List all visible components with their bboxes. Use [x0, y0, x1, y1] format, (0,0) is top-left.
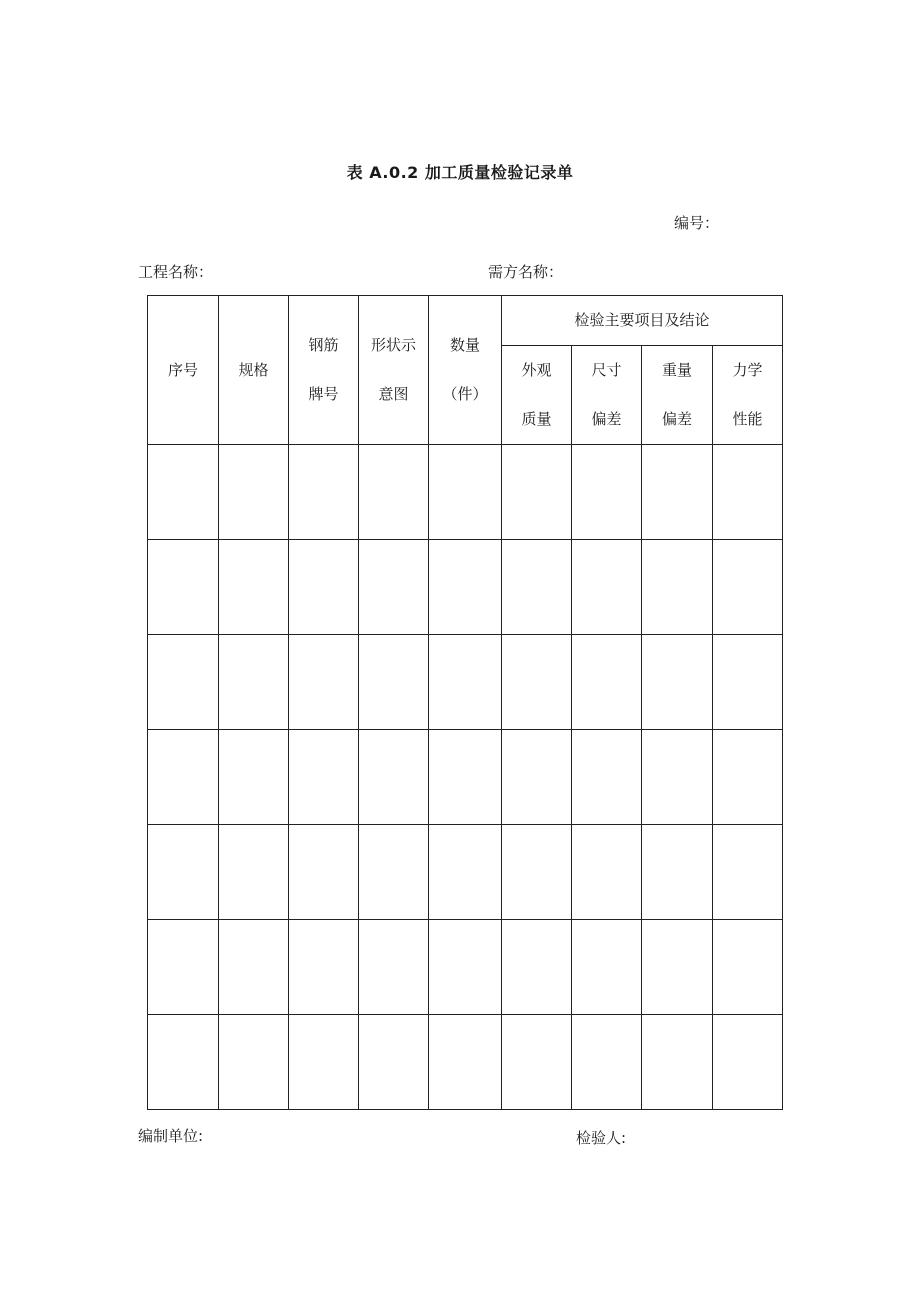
- table-cell[interactable]: [642, 825, 713, 920]
- table-cell[interactable]: [429, 445, 502, 540]
- table-cell[interactable]: [572, 825, 642, 920]
- table-cell[interactable]: [289, 920, 359, 1015]
- table-cell[interactable]: [642, 445, 713, 540]
- header-size-line2: 偏差: [591, 410, 622, 428]
- header-mechanical-properties: [713, 346, 783, 445]
- table-cell[interactable]: [289, 730, 359, 825]
- table-cell[interactable]: [148, 540, 219, 635]
- table-cell[interactable]: [219, 1015, 289, 1110]
- header-quantity: [429, 296, 502, 445]
- table-row: [148, 825, 783, 920]
- header-appearance-line2: 质量: [521, 410, 552, 428]
- table-cell[interactable]: [289, 1015, 359, 1110]
- table-cell[interactable]: [429, 920, 502, 1015]
- table-cell[interactable]: [429, 540, 502, 635]
- header-shape-line2: 意图: [378, 385, 409, 403]
- table-cell[interactable]: [502, 635, 572, 730]
- table-cell[interactable]: [502, 540, 572, 635]
- header-steel-grade-line1: 钢筋: [308, 336, 339, 354]
- table-cell[interactable]: [502, 730, 572, 825]
- table-cell[interactable]: [429, 635, 502, 730]
- table-cell[interactable]: [359, 920, 429, 1015]
- table-cell[interactable]: [429, 730, 502, 825]
- header-mech-line2: 性能: [732, 410, 763, 428]
- table-cell[interactable]: [219, 635, 289, 730]
- table-cell[interactable]: [148, 445, 219, 540]
- table-cell[interactable]: [502, 1015, 572, 1110]
- table-cell[interactable]: [359, 635, 429, 730]
- table-row: [148, 445, 783, 540]
- header-row-top: [148, 296, 783, 346]
- table-cell[interactable]: [148, 1015, 219, 1110]
- table-cell[interactable]: [572, 445, 642, 540]
- header-quantity-line2: （件）: [442, 385, 488, 403]
- table-cell[interactable]: [642, 635, 713, 730]
- table-cell[interactable]: [359, 825, 429, 920]
- table-row: [148, 920, 783, 1015]
- table-cell[interactable]: [642, 920, 713, 1015]
- page-title: 表 A.0.2 加工质量检验记录单: [346, 163, 574, 182]
- header-weight-deviation: [642, 346, 713, 445]
- table-cell[interactable]: [502, 445, 572, 540]
- table-row: [148, 730, 783, 825]
- table-cell[interactable]: [359, 1015, 429, 1110]
- table-row: [148, 1015, 783, 1110]
- table-cell[interactable]: [572, 540, 642, 635]
- header-seq: 序号: [148, 296, 219, 445]
- header-appearance-line1: 外观: [521, 361, 552, 379]
- header-appearance: [502, 346, 572, 445]
- table-cell[interactable]: [219, 825, 289, 920]
- serial-number-label: 编号：: [674, 214, 720, 232]
- table-cell[interactable]: [148, 635, 219, 730]
- table-cell[interactable]: [572, 635, 642, 730]
- table-cell[interactable]: [289, 445, 359, 540]
- table-cell[interactable]: [713, 1015, 783, 1110]
- table-cell[interactable]: [642, 1015, 713, 1110]
- header-steel-grade-line2: 牌号: [308, 385, 339, 403]
- compiler-unit-label: 编制单位:: [138, 1127, 204, 1145]
- table-cell[interactable]: [148, 920, 219, 1015]
- table-cell[interactable]: [713, 920, 783, 1015]
- header-inspection-group: 检验主要项目及结论: [502, 296, 783, 346]
- header-spec: 规格: [219, 296, 289, 445]
- table-cell[interactable]: [359, 730, 429, 825]
- table-cell[interactable]: [713, 540, 783, 635]
- table-cell[interactable]: [713, 445, 783, 540]
- header-shape-line1: 形状示: [370, 336, 416, 354]
- header-weight-line1: 重量: [661, 361, 692, 379]
- table-cell[interactable]: [289, 540, 359, 635]
- table-cell[interactable]: [219, 540, 289, 635]
- table-cell[interactable]: [642, 730, 713, 825]
- project-name-label: 工程名称：: [138, 263, 214, 281]
- table-cell[interactable]: [219, 445, 289, 540]
- header-size-deviation: [572, 346, 642, 445]
- demander-name-label: 需方名称：: [488, 263, 564, 281]
- table-cell[interactable]: [359, 540, 429, 635]
- table-cell[interactable]: [713, 635, 783, 730]
- header-steel-grade: [289, 296, 359, 445]
- table-cell[interactable]: [429, 1015, 502, 1110]
- table-cell[interactable]: [359, 445, 429, 540]
- table-cell[interactable]: [429, 825, 502, 920]
- header-mech-line1: 力学: [732, 361, 763, 379]
- header-quantity-line1: 数量: [449, 336, 480, 354]
- table-cell[interactable]: [289, 635, 359, 730]
- table-cell[interactable]: [219, 730, 289, 825]
- header-size-line1: 尺寸: [591, 361, 622, 379]
- table-cell[interactable]: [572, 920, 642, 1015]
- table-row: [148, 540, 783, 635]
- inspection-record-table: [147, 295, 783, 1110]
- table-cell[interactable]: [502, 920, 572, 1015]
- table-cell[interactable]: [572, 1015, 642, 1110]
- inspector-label: 检验人:: [576, 1129, 627, 1147]
- table-cell[interactable]: [713, 825, 783, 920]
- table-cell[interactable]: [289, 825, 359, 920]
- header-weight-line2: 偏差: [661, 410, 692, 428]
- table-cell[interactable]: [642, 540, 713, 635]
- table-cell[interactable]: [572, 730, 642, 825]
- table-cell[interactable]: [502, 825, 572, 920]
- table-cell[interactable]: [219, 920, 289, 1015]
- table-cell[interactable]: [713, 730, 783, 825]
- table-row: [148, 635, 783, 730]
- header-shape-diagram: [359, 296, 429, 445]
- table-cell[interactable]: [148, 825, 219, 920]
- table-body: [148, 445, 783, 1110]
- table-cell[interactable]: [148, 730, 219, 825]
